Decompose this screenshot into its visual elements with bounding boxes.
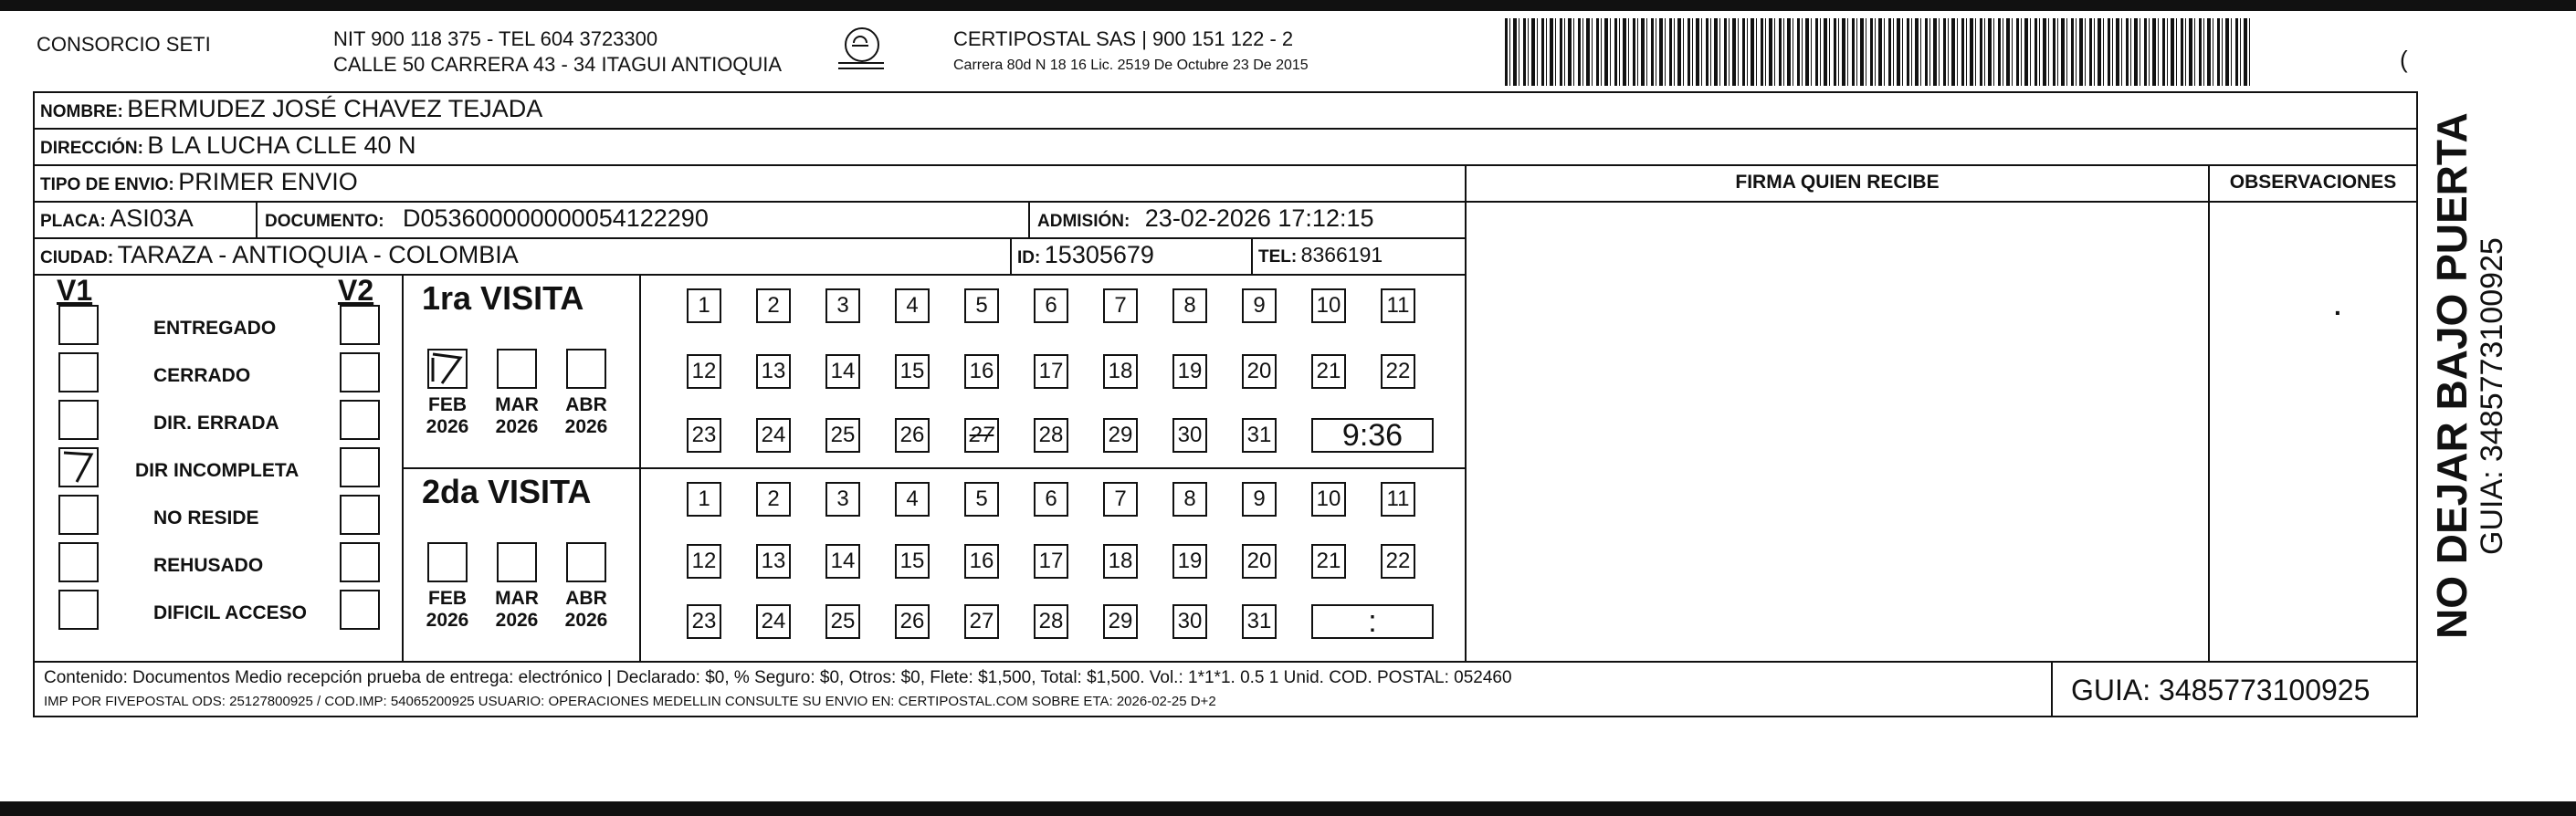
month-name: MAR xyxy=(495,588,539,609)
divider xyxy=(256,201,258,237)
v2-checkbox[interactable] xyxy=(340,495,380,535)
visit1-day-box[interactable]: 9 xyxy=(1242,288,1277,323)
v2-label: V2 xyxy=(338,274,374,307)
visit1-day-box[interactable]: 31 xyxy=(1242,418,1277,453)
visit1-day-box[interactable]: 25 xyxy=(825,418,860,453)
visit1-day-box[interactable]: 3 xyxy=(825,288,860,323)
visit1-month-label xyxy=(420,394,475,438)
direccion-value: B LA LUCHA CLLE 40 N xyxy=(147,131,416,159)
visit2-day-box[interactable]: 8 xyxy=(1172,482,1207,517)
visit2-day-box[interactable]: 18 xyxy=(1103,544,1138,579)
month-name: ABR xyxy=(565,394,607,415)
tel-cell xyxy=(1258,243,1383,267)
company-name: CONSORCIO SETI xyxy=(37,33,211,56)
visit1-day-box[interactable]: 20 xyxy=(1242,354,1277,389)
visit1-day-box[interactable]: 2 xyxy=(756,288,791,323)
nombre-label: NOMBRE: xyxy=(40,102,123,121)
visit1-day-box[interactable]: 26 xyxy=(895,418,930,453)
footer-imp: IMP POR FIVEPOSTAL ODS: 25127800925 / COD.IMP: 54065200925 USUARIO: OPERACIONES MEDELLIN CONSULTE SU ENVIO EN: CERTIPOSTAL.COM SOBRE ETA: 2026-02-25 D+2 xyxy=(44,694,1216,709)
visit1-day-box[interactable]: 22 xyxy=(1381,354,1415,389)
month-year: 2026 xyxy=(564,416,608,437)
admision-value: 23-02-2026 17:12:15 xyxy=(1144,204,1374,232)
visit2-month-checkbox[interactable] xyxy=(427,542,468,582)
visit2-day-box[interactable]: 14 xyxy=(825,544,860,579)
visit2-day-box[interactable]: 28 xyxy=(1034,604,1068,639)
month-name: FEB xyxy=(428,588,467,609)
visit1-month-label xyxy=(559,394,614,438)
v1-label: V1 xyxy=(57,274,93,307)
side-guia: GUIA: 3485773100925 xyxy=(2475,237,2509,555)
visit1-time-box[interactable]: 9:36 xyxy=(1311,418,1434,453)
direccion-row xyxy=(40,131,416,160)
visit1-day-box[interactable]: 17 xyxy=(1034,354,1068,389)
visit2-title: 2da VISITA xyxy=(422,473,592,510)
visit2-day-box[interactable]: 23 xyxy=(687,604,721,639)
ciudad-label: CIUDAD: xyxy=(40,248,114,267)
visit1-day-box[interactable]: 28 xyxy=(1034,418,1068,453)
top-border-bar xyxy=(0,0,2576,11)
visit1-day-box[interactable]: 10 xyxy=(1311,288,1346,323)
visit2-day-box[interactable]: 9 xyxy=(1242,482,1277,517)
footer-contents: Contenido: Documentos Medio recepción prueba de entrega: electrónico | Declarado: $0, % Seguro: $0, Otros: $0, Flete: $1,500, Total: $1,500. Vol.: 1*1*1. 0.5 1 Unid. COD. POSTAL: 052460 xyxy=(44,668,1512,687)
visit2-day-box[interactable]: 27 xyxy=(964,604,999,639)
visit1-day-box[interactable]: 12 xyxy=(687,354,721,389)
direccion-label: DIRECCIÓN: xyxy=(40,139,143,158)
status-label: NO RESIDE xyxy=(153,507,259,528)
ciudad-value: TARAZA - ANTIOQUIA - COLOMBIA xyxy=(117,241,519,268)
footer-guia: GUIA: 3485773100925 xyxy=(2071,674,2371,706)
visit1-day-box[interactable]: 30 xyxy=(1172,418,1207,453)
month-name: ABR xyxy=(565,588,607,609)
divider xyxy=(1028,201,1030,237)
visit2-day-box[interactable]: 15 xyxy=(895,544,930,579)
month-name: FEB xyxy=(428,394,467,415)
visit1-day-box[interactable]: 1 xyxy=(687,288,721,323)
visit1-day-box[interactable]: 19 xyxy=(1172,354,1207,389)
certipostal-logo-icon xyxy=(845,27,879,62)
visit2-day-box[interactable]: 2 xyxy=(756,482,791,517)
divider xyxy=(2208,164,2210,663)
visit1-month-checkbox[interactable] xyxy=(497,349,537,389)
v1-checkbox[interactable] xyxy=(58,542,99,582)
placa-label: PLACA: xyxy=(40,212,106,231)
v2-checkbox[interactable] xyxy=(340,542,380,582)
visit2-month-label xyxy=(489,588,544,632)
divider xyxy=(1465,201,2418,203)
visit2-day-box[interactable]: 24 xyxy=(756,604,791,639)
v2-checkbox[interactable] xyxy=(340,590,380,630)
visit1-day-box[interactable]: 11 xyxy=(1381,288,1415,323)
visit1-day-box[interactable]: 21 xyxy=(1311,354,1346,389)
visit2-month-checkbox[interactable] xyxy=(497,542,537,582)
visit1-day-box[interactable]: 29 xyxy=(1103,418,1138,453)
visit2-day-box[interactable]: 25 xyxy=(825,604,860,639)
id-label: ID: xyxy=(1017,248,1041,267)
tipo-label: TIPO DE ENVIO: xyxy=(40,175,174,194)
carrier-license: Carrera 80d N 18 16 Lic. 2519 De Octubre 23 De 2015 xyxy=(953,58,1309,73)
documento-cell xyxy=(265,204,709,233)
visit2-month-label xyxy=(559,588,614,632)
visit2-month-label xyxy=(420,588,475,632)
visit1-day-box[interactable]: 7 xyxy=(1103,288,1138,323)
divider xyxy=(1465,164,1467,663)
carrier-line: CERTIPOSTAL SAS | 900 151 122 - 2 xyxy=(953,27,1294,50)
nombre-row xyxy=(40,95,542,123)
id-cell xyxy=(1017,241,1154,269)
visit1-day-box[interactable]: 13 xyxy=(756,354,791,389)
divider xyxy=(1251,237,1253,274)
status-label: DIR. ERRADA xyxy=(153,413,279,434)
status-label: ENTREGADO xyxy=(153,318,277,339)
firma-label: FIRMA QUIEN RECIBE xyxy=(1735,172,1940,193)
nombre-value: BERMUDEZ JOSÉ CHAVEZ TEJADA xyxy=(127,95,543,122)
id-value: 15305679 xyxy=(1044,241,1154,268)
visit1-day-box[interactable]: 5 xyxy=(964,288,999,323)
visit2-day-box[interactable]: 4 xyxy=(895,482,930,517)
placa-value: ASI03A xyxy=(110,204,194,232)
barcode xyxy=(1505,18,2254,86)
visit1-day-box[interactable]: 27 xyxy=(964,418,999,453)
tel-label: TEL: xyxy=(1258,247,1298,267)
stray-paren: ( xyxy=(2400,46,2408,73)
month-year: 2026 xyxy=(426,416,469,437)
visit2-day-box[interactable]: 5 xyxy=(964,482,999,517)
visit1-month-checkbox[interactable] xyxy=(566,349,606,389)
v2-checkbox[interactable] xyxy=(340,352,380,392)
tipo-value: PRIMER ENVIO xyxy=(178,168,358,195)
divider xyxy=(33,128,2418,130)
visit2-day-box[interactable]: 29 xyxy=(1103,604,1138,639)
visit1-day-box[interactable]: 8 xyxy=(1172,288,1207,323)
visit2-day-box[interactable]: 26 xyxy=(895,604,930,639)
month-name: MAR xyxy=(495,394,539,415)
visit2-day-box[interactable]: 11 xyxy=(1381,482,1415,517)
tel-value: 8366191 xyxy=(1300,243,1383,267)
divider xyxy=(1010,237,1012,274)
v1-checkbox[interactable] xyxy=(58,590,99,630)
visit2-day-box[interactable]: 10 xyxy=(1311,482,1346,517)
visit2-day-box[interactable]: 21 xyxy=(1311,544,1346,579)
status-label: DIR INCOMPLETA xyxy=(135,460,300,481)
status-label: REHUSADO xyxy=(153,555,264,576)
v1-checkbox[interactable] xyxy=(58,447,99,487)
visit1-month-label xyxy=(489,394,544,438)
visit2-day-box[interactable]: 17 xyxy=(1034,544,1068,579)
bottom-border-bar xyxy=(0,801,2576,816)
admision-cell xyxy=(1037,204,1374,233)
visit1-day-box[interactable]: 15 xyxy=(895,354,930,389)
v1-checkbox[interactable] xyxy=(58,305,99,345)
visit1-day-box[interactable]: 4 xyxy=(895,288,930,323)
visit1-day-box[interactable]: 24 xyxy=(756,418,791,453)
visit2-day-box[interactable]: 22 xyxy=(1381,544,1415,579)
observaciones-label: OBSERVACIONES xyxy=(2229,172,2397,193)
tipo-row xyxy=(40,168,358,196)
visit2-day-box[interactable]: 12 xyxy=(687,544,721,579)
divider xyxy=(33,274,1467,276)
visit1-day-box[interactable]: 14 xyxy=(825,354,860,389)
nit-line: NIT 900 118 375 - TEL 604 3723300 xyxy=(333,27,658,50)
visit2-day-box[interactable]: 19 xyxy=(1172,544,1207,579)
visit2-day-box[interactable]: 6 xyxy=(1034,482,1068,517)
visit2-day-box[interactable]: 16 xyxy=(964,544,999,579)
visit2-day-box[interactable]: 3 xyxy=(825,482,860,517)
v1-checkbox[interactable] xyxy=(58,495,99,535)
month-year: 2026 xyxy=(495,416,539,437)
visit2-day-box[interactable]: 20 xyxy=(1242,544,1277,579)
logo-wordmark xyxy=(838,62,884,69)
visit1-day-box[interactable]: 16 xyxy=(964,354,999,389)
month-year: 2026 xyxy=(426,610,469,631)
status-label: DIFICIL ACCESO xyxy=(153,602,308,623)
documento-value: D053600000000054122290 xyxy=(403,204,709,232)
visit1-title: 1ra VISITA xyxy=(422,279,584,317)
v2-checkbox[interactable] xyxy=(340,447,380,487)
visit2-day-box[interactable]: 30 xyxy=(1172,604,1207,639)
address-line: CALLE 50 CARRERA 43 - 34 ITAGUI ANTIOQUIA xyxy=(333,53,783,76)
v2-checkbox[interactable] xyxy=(340,400,380,440)
observation-mark: . xyxy=(2334,292,2341,320)
visit1-day-box[interactable]: 6 xyxy=(1034,288,1068,323)
admision-label: ADMISIÓN: xyxy=(1037,212,1130,231)
visit1-day-box[interactable]: 23 xyxy=(687,418,721,453)
v1-checkbox[interactable] xyxy=(58,352,99,392)
visit2-day-box[interactable]: 31 xyxy=(1242,604,1277,639)
visit1-month-checkbox[interactable] xyxy=(427,349,468,389)
placa-cell xyxy=(40,204,194,233)
month-year: 2026 xyxy=(495,610,539,631)
v2-checkbox[interactable] xyxy=(340,305,380,345)
v1-checkbox[interactable] xyxy=(58,400,99,440)
status-label: CERRADO xyxy=(153,365,251,386)
divider xyxy=(402,467,1467,469)
divider xyxy=(33,164,2418,166)
visit1-day-box[interactable]: 18 xyxy=(1103,354,1138,389)
visit2-month-checkbox[interactable] xyxy=(566,542,606,582)
documento-label: DOCUMENTO: xyxy=(265,212,384,231)
month-year: 2026 xyxy=(564,610,608,631)
side-warning: NO DEJAR BAJO PUERTA xyxy=(2428,112,2476,639)
visit2-time-box[interactable]: : xyxy=(1311,604,1434,639)
visit2-day-box[interactable]: 7 xyxy=(1103,482,1138,517)
visit2-day-box[interactable]: 1 xyxy=(687,482,721,517)
ciudad-cell xyxy=(40,241,519,269)
visit2-day-box[interactable]: 13 xyxy=(756,544,791,579)
